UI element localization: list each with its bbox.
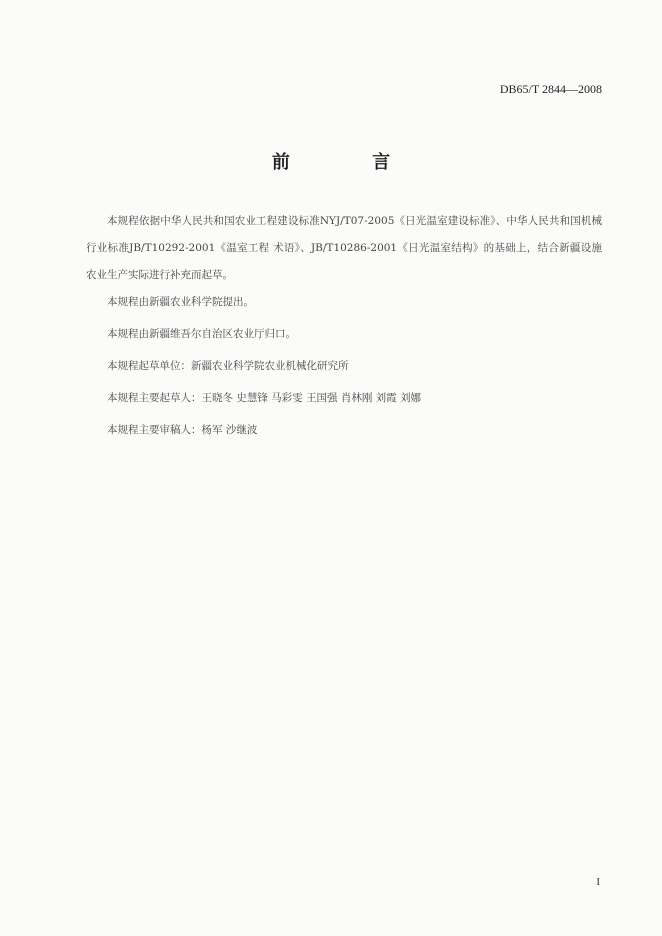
paragraph-drafting-unit: 本规程起草单位：新疆农业科学院农业机械化研究所 [107,360,349,372]
paragraph-proposer: 本规程由新疆农业科学院提出。 [107,296,254,308]
page-title: 前 言 [271,152,429,173]
paragraph-basis: 本规程依据中华人民共和国农业工程建设标准NYJ/T07-2005《日光温室建设标准》、中华人民共和国机械行业标准JB/T10292-2001《温室工程 术语》、JB/T10286-2001《日光温室结构》的基础上，结合新疆设施农业生产实际进行补充而起草。 [86,215,602,281]
paragraph-administrator: 本规程由新疆维吾尔自治区农业厅归口。 [107,328,296,340]
paragraph-drafters: 本规程主要起草人：王晓冬 史慧锋 马彩雯 王国强 肖林刚 刘霞 刘娜 [107,392,422,404]
foreword-body [86,208,602,449]
page-number: I [596,876,600,888]
document-code: DB65/T 2844—2008 [499,82,602,96]
paragraph-reviewers: 本规程主要审稿人：杨军 沙继波 [107,424,258,436]
